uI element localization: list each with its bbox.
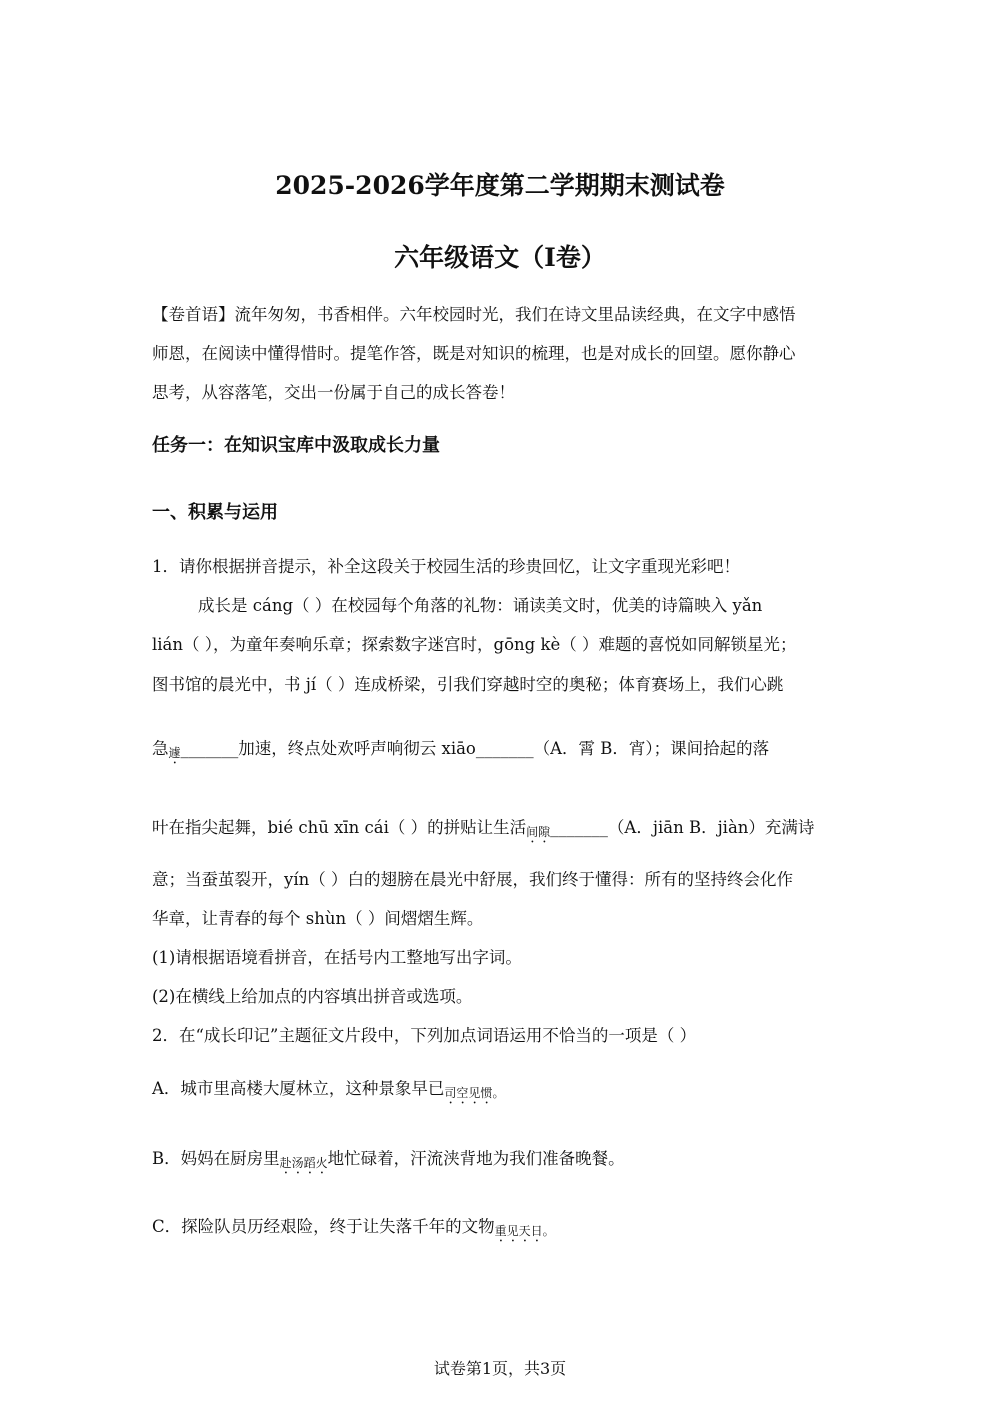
text-segment: C．探险队员历经艰险，终于让失落千年的文物: [152, 1217, 495, 1236]
preface-line-3: 思考，从容落笔，交出一份属于自己的成长答卷！: [152, 383, 515, 402]
dotted-word-option-c: 重见天日: [494, 1224, 543, 1238]
dotted-word-jianxi: 间隙: [526, 825, 551, 839]
dotted-char-ju: 遽: [168, 746, 181, 760]
preface-line-1: 【卷首语】流年匆匆，书香相伴。六年校园时光，我们在诗文里品读经典，在文字中感悟: [152, 305, 796, 324]
text-segment: 地忙碌着，汗流浃背地为我们准备晚餐。: [327, 1149, 625, 1168]
text-segment: 。: [492, 1086, 505, 1100]
q1-stem: 1．请你根据拼音提示，补全这段关于校园生活的珍贵回忆，让文字重现光彩吧！: [152, 557, 740, 576]
q1-passage-line-1: 成长是 cáng（ ）在校园每个角落的礼物：诵读美文时，优美的诗篇映入 yǎn: [198, 596, 763, 615]
exam-title: 2025-2026学年度第二学期期末测试卷: [275, 171, 725, 200]
exam-subtitle: 六年级语文（Ⅰ卷）: [394, 243, 606, 272]
q1-passage-line-5: [152, 817, 814, 843]
q1-passage-line-2: lián（ ），为童年奏响乐章；探索数字迷宫时，gōng kè（ ）难题的喜悦如同解锁星光；: [152, 635, 797, 654]
text-segment: 。: [542, 1224, 555, 1238]
text-segment: _______加速，终点处欢呼声响彻云 xiāo_______（A．霄 B．宵）；课间拾起的落: [180, 739, 770, 758]
task1-heading: 任务一：在知识宝库中汲取成长力量: [152, 435, 440, 456]
dotted-word-option-b: 赴汤蹈火: [279, 1156, 328, 1170]
q1-passage-line-4: [152, 738, 769, 764]
q1-passage-line-7: 华章，让青春的每个 shùn（ ）间熠熠生辉。: [152, 909, 484, 928]
section1-heading: 一、积累与运用: [152, 502, 278, 523]
text-segment: _______（A．jiān B．jiàn）充满诗: [550, 818, 815, 837]
page-footer: 试卷第1页，共3页: [433, 1359, 567, 1378]
text-segment: 叶在指尖起舞，bié chū xīn cái（ ）的拼贴让生活: [152, 818, 527, 837]
q1-subquestion-2: (2)在横线上给加点的内容填出拼音或选项。: [152, 987, 473, 1006]
text-segment: A．城市里高楼大厦林立，这种景象早已: [152, 1079, 445, 1098]
dotted-word-option-a: 司空见惯: [444, 1086, 493, 1100]
q1-passage-line-6: 意；当蚕茧裂开，yín（ ）白的翅膀在晨光中舒展，我们终于懂得：所有的坚持终会化作: [152, 870, 793, 889]
q2-stem: 2．在“成长印记”主题征文片段中，下列加点词语运用不恰当的一项是（ ）: [152, 1026, 697, 1045]
q1-subquestion-1: (1)请根据语境看拼音，在括号内工整地写出字词。: [152, 948, 522, 967]
q2-option-b: [152, 1148, 625, 1174]
text-segment: 急: [152, 739, 169, 758]
q2-option-a: [152, 1078, 504, 1104]
preface-line-2: 师恩，在阅读中懂得惜时。提笔作答，既是对知识的梳理，也是对成长的回望。愿你静心: [152, 344, 796, 363]
q1-passage-line-3: 图书馆的晨光中，书 jí（ ）连成桥梁，引我们穿越时空的奥秘；体育赛场上，我们心跳: [152, 675, 784, 694]
q2-option-c: [152, 1216, 555, 1242]
text-segment: B．妈妈在厨房里: [152, 1149, 280, 1168]
